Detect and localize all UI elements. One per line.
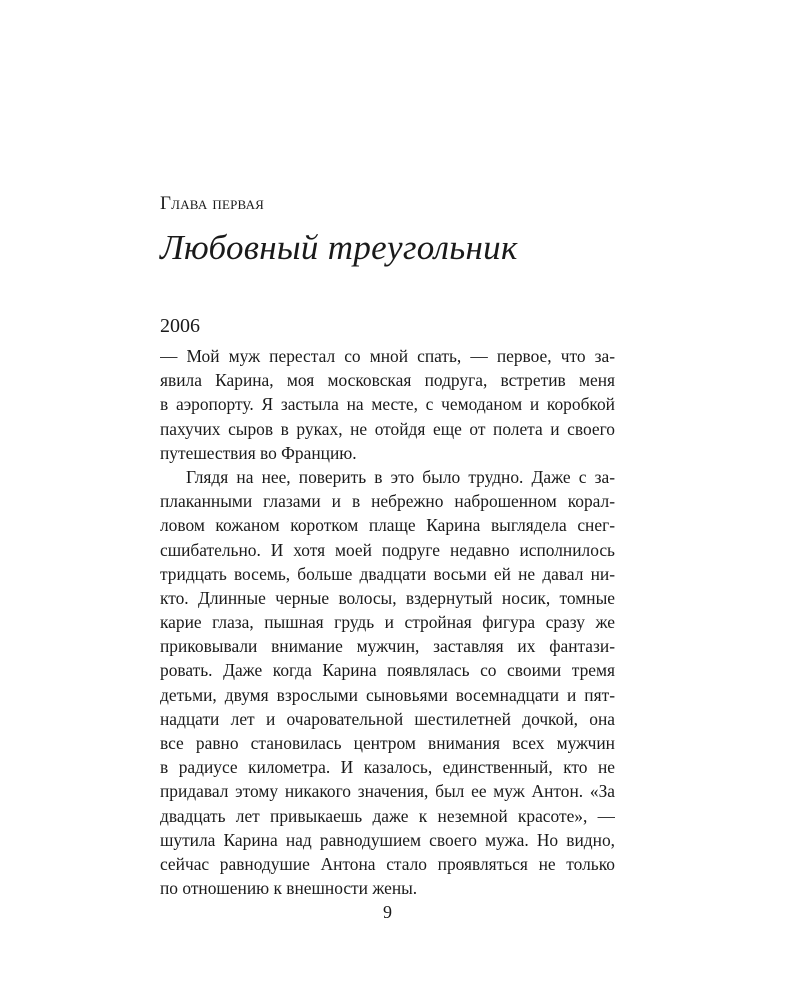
chapter-label: Глава первая: [160, 193, 265, 214]
text-line: в аэропорту. Я застыла на месте, с чемоданом и коробкой: [160, 394, 615, 415]
text-line: пахучих сыров в руках, не отойдя еще от полета и своего: [160, 418, 615, 439]
text-line: шутила Карина над равнодушием своего мужа. Но видно,: [160, 829, 615, 850]
text-line: плаканными глазами и в небрежно наброшенном корал-: [160, 491, 615, 512]
text-line: Глядя на нее, поверить в это было трудно. Даже с за-: [186, 466, 615, 487]
text-line: ровать. Даже когда Карина появлялась со своими тремя: [160, 660, 615, 681]
text-line: по отношению к внешности жены.: [160, 878, 418, 899]
text-line: кто. Длинные черные волосы, вздернутый носик, томные: [160, 587, 615, 608]
text-line: тридцать восемь, больше двадцати восьми ей не давал ни-: [160, 563, 615, 584]
section-year: 2006: [160, 315, 200, 337]
chapter-title: Любовный треугольник: [160, 228, 518, 267]
text-line: путешествия во Францию.: [160, 442, 357, 463]
text-line: придавал этому никакого значения, был ее муж Антон. «За: [160, 781, 615, 802]
text-line: — Мой муж перестал со мной спать, — первое, что за-: [160, 346, 615, 366]
text-line: явила Карина, моя московская подруга, встретив меня: [160, 370, 615, 391]
text-line: в радиусе километра. И казалось, единственный, кто не: [160, 757, 615, 778]
text-line: детьми, двумя взрослыми сыновьями восемнадцати и пят-: [160, 684, 615, 705]
text-line: двадцать лет привыкаешь даже к неземной красоте», —: [160, 805, 615, 826]
text-line: карие глаза, пышная грудь и стройная фигура сразу же: [160, 612, 615, 633]
page-number: 9: [383, 902, 392, 922]
text-line: сейчас равнодушие Антона стало проявляться не только: [160, 853, 615, 874]
text-line: сшибательно. И хотя моей подруге недавно исполнилось: [160, 539, 615, 560]
text-line: ловом кожаном коротком плаще Карина выглядела снег-: [160, 515, 615, 536]
book-page: [160, 0, 615, 1000]
text-line: надцати лет и очаровательной шестилетней дочкой, она: [160, 708, 615, 729]
text-line: все равно становилась центром внимания всех мужчин: [160, 733, 615, 753]
text-line: приковывали внимание мужчин, заставляя их фантази-: [160, 636, 615, 657]
body-text: [160, 344, 615, 900]
